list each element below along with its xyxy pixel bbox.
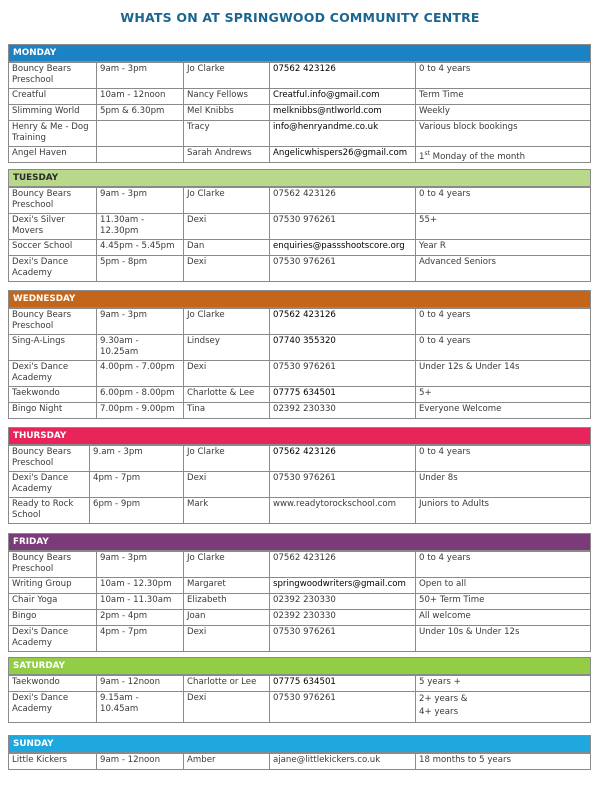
contact-cell: Tracy	[183, 121, 269, 146]
contact-cell: Dexi	[183, 692, 269, 722]
age-cell: Term Time	[415, 89, 590, 104]
activity-cell: Bingo Night	[12, 404, 63, 414]
email-link[interactable]: Angelicwhispers26@gmail.com	[269, 147, 415, 162]
phone-cell: 07775 634501	[269, 387, 415, 402]
contact-cell: Jo Clarke	[183, 309, 269, 334]
activity-cell: Dexi's Dance Academy	[12, 473, 69, 494]
activity-cell: Henry & Me - Dog Training	[12, 122, 89, 143]
time-cell: 6pm - 9pm	[89, 498, 183, 523]
email-link[interactable]: melknibbs@ntlworld.com	[269, 105, 415, 120]
table-row	[9, 402, 590, 418]
day-header-wednesday: WEDNESDAY	[9, 291, 590, 308]
table-row	[9, 551, 590, 577]
age-cell: 1st Monday of the month	[415, 147, 590, 162]
contact-cell: Charlotte & Lee	[183, 387, 269, 402]
age-cell: Advanced Seniors	[415, 256, 590, 281]
activity-cell: Dexi's Dance Academy	[12, 627, 69, 648]
age-cell: 0 to 4 years	[415, 446, 590, 471]
age-cell: 5+	[415, 387, 590, 402]
age-cell: All welcome	[415, 610, 590, 625]
contact-cell: Jo Clarke	[183, 446, 269, 471]
contact-cell: Jo Clarke	[183, 552, 269, 577]
table-row	[9, 675, 590, 691]
activity-cell: Creatful	[12, 90, 47, 100]
activity-cell: Dexi's Silver Movers	[12, 215, 65, 236]
table-row	[9, 691, 590, 722]
table-row	[9, 577, 590, 593]
age-cell: Juniors to Adults	[415, 498, 590, 523]
page-title: WHATS ON AT SPRINGWOOD COMMUNITY CENTRE	[120, 10, 480, 25]
day-header-saturday: SATURDAY	[9, 658, 590, 675]
table-row	[9, 609, 590, 625]
table-row	[9, 753, 590, 769]
age-cell: 0 to 4 years	[415, 552, 590, 577]
table-row	[9, 255, 590, 281]
age-cell: 50+ Term Time	[415, 594, 590, 609]
phone-cell: 02392 230330	[269, 594, 415, 609]
day-tuesday	[8, 169, 591, 282]
age-cell: 0 to 4 years	[415, 309, 590, 334]
table-row	[9, 120, 590, 146]
time-cell: 9.30am - 10.25am	[96, 335, 183, 360]
age-cell: 5 years +	[415, 676, 590, 691]
table-row	[9, 625, 590, 651]
day-saturday	[8, 657, 591, 723]
table-row	[9, 386, 590, 402]
table-row	[9, 239, 590, 255]
table-row	[9, 593, 590, 609]
phone-cell: 07530 976261	[269, 361, 415, 386]
contact-cell: Jo Clarke	[183, 188, 269, 213]
activity-cell: Bouncy Bears Preschool	[12, 447, 72, 468]
contact-cell: Nancy Fellows	[183, 89, 269, 104]
table-row	[9, 334, 590, 360]
table-row	[9, 213, 590, 239]
time-cell	[96, 147, 183, 162]
time-cell: 4.00pm - 7.00pm	[96, 361, 183, 386]
contact-cell: Tina	[183, 403, 269, 418]
time-cell: 6.00pm - 8.00pm	[96, 387, 183, 402]
activity-cell: Writing Group	[12, 579, 72, 589]
time-cell: 9.15am - 10.45am	[96, 692, 183, 722]
phone-cell: 07530 976261	[269, 256, 415, 281]
time-cell: 7.00pm - 9.00pm	[96, 403, 183, 418]
time-cell: 5pm & 6.30pm	[96, 105, 183, 120]
day-wednesday	[8, 290, 591, 419]
age-cell: 2+ years & 4+ years	[415, 692, 590, 722]
table-row	[9, 62, 590, 88]
contact-cell: Joan	[183, 610, 269, 625]
email-link[interactable]: springwoodwriters@gmail.com	[269, 578, 415, 593]
time-cell: 5pm - 8pm	[96, 256, 183, 281]
contact-cell: Dexi	[183, 626, 269, 651]
website-link[interactable]: www.readytorockschool.com	[269, 498, 415, 523]
age-cell: 18 months to 5 years	[415, 754, 590, 769]
day-friday	[8, 533, 591, 652]
time-cell: 4.45pm - 5.45pm	[96, 240, 183, 255]
age-cell: 0 to 4 years	[415, 188, 590, 213]
time-cell: 4pm - 7pm	[89, 472, 183, 497]
phone-cell: 07530 976261	[269, 626, 415, 651]
table-row	[9, 360, 590, 386]
day-sunday	[8, 735, 591, 770]
day-header-tuesday: TUESDAY	[9, 170, 590, 187]
contact-cell: Dexi	[183, 214, 269, 239]
table-row	[9, 146, 590, 162]
activity-cell: Little Kickers	[12, 755, 68, 765]
email-link[interactable]: info@henryandme.co.uk	[269, 121, 415, 146]
age-cell: Open to all	[415, 578, 590, 593]
contact-cell: Dexi	[183, 361, 269, 386]
activity-cell: Bouncy Bears Preschool	[12, 64, 72, 85]
table-row	[9, 187, 590, 213]
day-monday	[8, 44, 591, 163]
table-row	[9, 308, 590, 334]
activity-cell: Bingo	[12, 611, 37, 621]
day-thursday	[8, 427, 591, 524]
contact-cell: Elizabeth	[183, 594, 269, 609]
phone-cell: 07562 423126	[269, 552, 415, 577]
activity-cell: Sing-A-Lings	[12, 336, 66, 346]
phone-cell: 07530 976261	[269, 214, 415, 239]
contact-cell: Amber	[183, 754, 269, 769]
age-cell: Year R	[415, 240, 590, 255]
activity-cell: Dexi's Dance Academy	[12, 257, 69, 278]
table-row	[9, 104, 590, 120]
contact-cell: Mel Knibbs	[183, 105, 269, 120]
age-cell: 55+	[415, 214, 590, 239]
phone-cell: 02392 230330	[269, 610, 415, 625]
contact-cell: Dexi	[183, 472, 269, 497]
age-cell: Various block bookings	[415, 121, 590, 146]
time-cell	[96, 121, 183, 146]
day-header-thursday: THURSDAY	[9, 428, 590, 445]
table-row	[9, 445, 590, 471]
time-cell: 9am - 12noon	[96, 754, 183, 769]
activity-cell: Taekwondo	[12, 388, 60, 398]
age-cell: Under 10s & Under 12s	[415, 626, 590, 651]
contact-cell: Margaret	[183, 578, 269, 593]
phone-cell: 07562 423126	[269, 63, 415, 88]
activity-cell: Bouncy Bears Preschool	[12, 310, 72, 331]
time-cell: 9am - 12noon	[96, 676, 183, 691]
phone-cell: 07562 423126	[269, 309, 415, 334]
time-cell: 9am - 3pm	[96, 188, 183, 213]
contact-cell: Jo Clarke	[183, 63, 269, 88]
time-cell: 2pm - 4pm	[96, 610, 183, 625]
phone-cell: 07775 634501	[269, 676, 415, 691]
time-cell: 10am - 12noon	[96, 89, 183, 104]
table-row	[9, 471, 590, 497]
contact-cell: Lindsey	[183, 335, 269, 360]
contact-cell: Sarah Andrews	[183, 147, 269, 162]
activity-cell: Soccer School	[12, 241, 73, 251]
activity-cell: Ready to Rock School	[12, 499, 74, 520]
phone-cell: 07740 355320	[269, 335, 415, 360]
email-link[interactable]: ajane@littlekickers.co.uk	[269, 754, 415, 769]
phone-cell: 07530 976261	[269, 472, 415, 497]
day-header-monday: MONDAY	[9, 45, 590, 62]
time-cell: 10am - 12.30pm	[96, 578, 183, 593]
activity-cell: Dexi's Dance Academy	[12, 693, 69, 714]
day-header-friday: FRIDAY	[9, 534, 590, 551]
time-cell: 4pm - 7pm	[96, 626, 183, 651]
email-link[interactable]: Creatful.info@gmail.com	[269, 89, 415, 104]
table-row	[9, 497, 590, 523]
contact-cell: Mark	[183, 498, 269, 523]
phone-cell: 07530 976261	[269, 692, 415, 722]
activity-cell: Taekwondo	[12, 677, 60, 687]
age-cell: 0 to 4 years	[415, 63, 590, 88]
activity-cell: Angel Haven	[12, 148, 67, 158]
activity-cell: Bouncy Bears Preschool	[12, 189, 72, 210]
time-cell: 9am - 3pm	[96, 63, 183, 88]
phone-cell: 07562 423126	[269, 188, 415, 213]
activity-cell: Bouncy Bears Preschool	[12, 553, 72, 574]
age-cell: 0 to 4 years	[415, 335, 590, 360]
time-cell: 9am - 3pm	[96, 309, 183, 334]
contact-cell: Charlotte or Lee	[183, 676, 269, 691]
age-cell: Under 12s & Under 14s	[415, 361, 590, 386]
contact-cell: Dexi	[183, 256, 269, 281]
table-row	[9, 88, 590, 104]
age-cell: Weekly	[415, 105, 590, 120]
time-cell: 11.30am - 12.30pm	[96, 214, 183, 239]
time-cell: 10am - 11.30am	[96, 594, 183, 609]
age-cell: Everyone Welcome	[415, 403, 590, 418]
email-link[interactable]: enquiries@passshootscore.org	[269, 240, 415, 255]
time-cell: 9.am - 3pm	[89, 446, 183, 471]
activity-cell: Chair Yoga	[12, 595, 58, 605]
activity-cell: Slimming World	[12, 106, 80, 116]
phone-cell: 07562 423126	[269, 446, 415, 471]
activity-cell: Dexi's Dance Academy	[12, 362, 69, 383]
phone-cell: 02392 230330	[269, 403, 415, 418]
time-cell: 9am - 3pm	[96, 552, 183, 577]
age-cell: Under 8s	[415, 472, 590, 497]
day-header-sunday: SUNDAY	[9, 736, 590, 753]
contact-cell: Dan	[183, 240, 269, 255]
